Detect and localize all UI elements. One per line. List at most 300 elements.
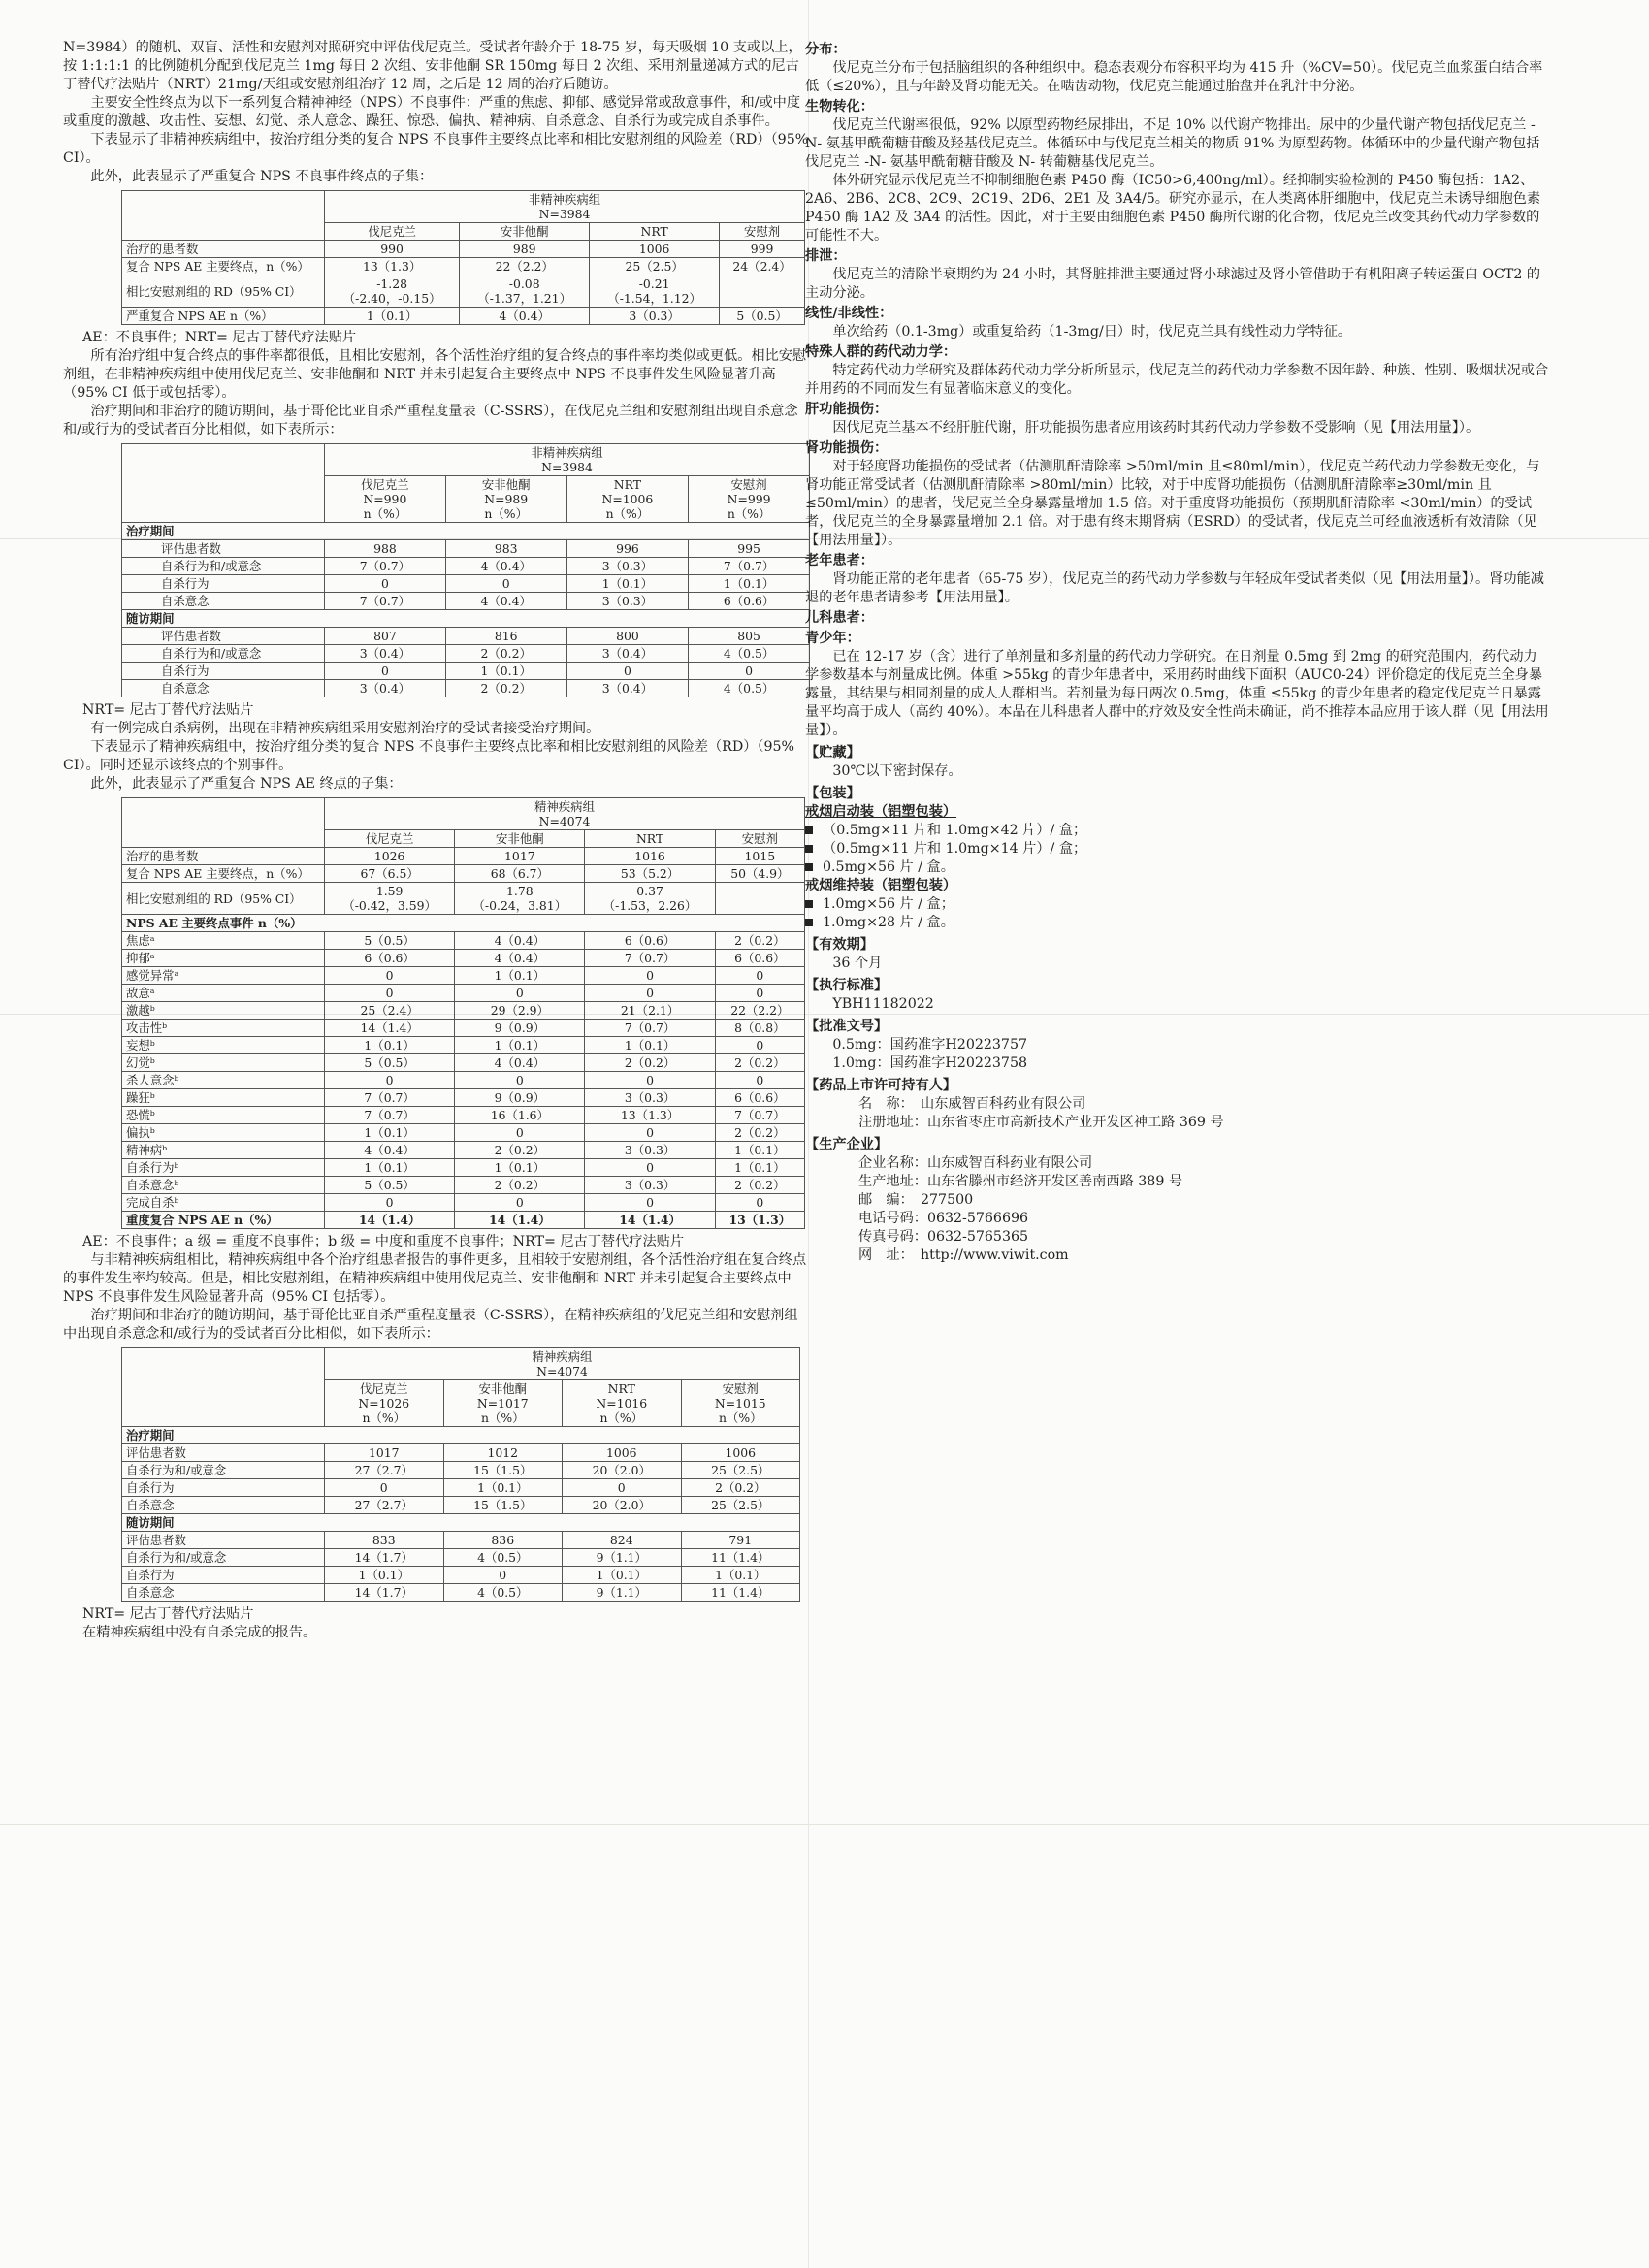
starter-pack-title: 戒烟启动装（铝塑包装） bbox=[805, 804, 957, 820]
cell: 0 bbox=[585, 1194, 715, 1212]
cell: 16（1.6） bbox=[455, 1107, 585, 1124]
table-row bbox=[122, 663, 810, 680]
footnote: NRT= 尼古丁替代疗法贴片 bbox=[82, 1606, 254, 1622]
cell: 0 bbox=[715, 967, 804, 985]
cell: 8（0.8） bbox=[715, 1020, 804, 1037]
corner-cell bbox=[122, 444, 325, 523]
row-label: 恐慌ᵇ bbox=[122, 1107, 325, 1124]
cell: 67（6.5） bbox=[325, 865, 455, 883]
cell: 807 bbox=[325, 628, 446, 645]
cell: 3（0.3） bbox=[590, 308, 720, 325]
cell: 68（6.7） bbox=[455, 865, 585, 883]
cell: 1（0.1） bbox=[715, 1142, 804, 1159]
row-label: 自杀行为 bbox=[122, 1479, 325, 1497]
cell: 0 bbox=[455, 1124, 585, 1142]
cell: 983 bbox=[445, 540, 566, 558]
cell: 9（0.9） bbox=[455, 1089, 585, 1107]
cell: 1026 bbox=[325, 848, 455, 865]
paragraph: 有一例完成自杀病例，出现在非精神疾病组采用安慰剂治疗的受试者接受治疗期间。 bbox=[90, 721, 600, 736]
table-row bbox=[122, 645, 810, 663]
col-header: 安慰剂 N=1015 n（%） bbox=[681, 1380, 800, 1427]
cell: 4（0.4） bbox=[325, 1142, 455, 1159]
cell: 4（0.4） bbox=[460, 308, 590, 325]
cell: 0 bbox=[325, 1479, 444, 1497]
validity-text: 36 个月 bbox=[832, 956, 883, 971]
cell: 11（1.4） bbox=[681, 1584, 800, 1602]
cell: 1006 bbox=[681, 1444, 800, 1462]
intro-paragraph: 主要安全性终点为以下一系列复合精神神经（NPS）不良事件：严重的焦虑、抑郁、感觉异常或敌意事件，和/或中度或重度的激越、攻击性、妄想、幻觉、杀人意念、躁狂、惊恐、偏执、精神病、自杀意念、自杀行为或完成自杀事件。 bbox=[63, 95, 801, 129]
footnote: AE：不良事件；NRT= 尼古丁替代疗法贴片 bbox=[82, 330, 357, 345]
right-column bbox=[805, 39, 1550, 1265]
cell: 1006 bbox=[590, 241, 720, 258]
row-label: 评估患者数 bbox=[122, 1532, 325, 1549]
footnote: AE：不良事件；a 级 = 重度不良事件；b 级 = 中度和重度不良事件；NRT= 尼古丁替代疗法贴片 bbox=[82, 1234, 685, 1249]
cell: 3（0.3） bbox=[585, 1089, 715, 1107]
heading-excretion: 排泄： bbox=[805, 248, 847, 264]
corner-cell bbox=[122, 191, 325, 241]
cell: 15（1.5） bbox=[443, 1497, 563, 1514]
cell: 14（1.4） bbox=[585, 1212, 715, 1229]
footnote: NRT= 尼古丁替代疗法贴片 bbox=[82, 702, 254, 718]
col-header: 伐尼克兰 bbox=[325, 830, 455, 848]
paragraph: 伐尼克兰分布于包括脑组织的各种组织中。稳态表观分布容积平均为 415 升（%CV=50）。伐尼克兰血浆蛋白结合率低（≤20%），且与年龄及肾功能无关。在啮齿动物，伐尼克兰能通过胎盘并在乳汁中分泌。 bbox=[805, 60, 1543, 94]
cell: 50（4.9） bbox=[715, 865, 804, 883]
cell: 800 bbox=[566, 628, 689, 645]
group-header: 精神疾病组 N=4074 bbox=[325, 1348, 800, 1380]
section-row: 随访期间 bbox=[122, 610, 810, 628]
cell: 4（0.5） bbox=[443, 1584, 563, 1602]
cell: 2（0.2） bbox=[681, 1479, 800, 1497]
cell: 0 bbox=[689, 663, 810, 680]
table-row bbox=[122, 1002, 805, 1020]
cell: 1015 bbox=[715, 848, 804, 865]
cell: 9（1.1） bbox=[563, 1549, 682, 1567]
row-label: 评估患者数 bbox=[122, 540, 325, 558]
cell: 25（2.5） bbox=[590, 258, 720, 275]
row-label: 幻觉ᵇ bbox=[122, 1054, 325, 1072]
maker-line: 网 址： http://www.viwit.com bbox=[858, 1247, 1069, 1263]
cell: 21（2.1） bbox=[585, 1002, 715, 1020]
row-label: 严重复合 NPS AE n（%） bbox=[122, 308, 325, 325]
row-label: 自杀行为 bbox=[122, 575, 325, 593]
bullet-square-icon bbox=[805, 863, 813, 871]
bullet-square-icon bbox=[805, 826, 813, 834]
pack-item: 1.0mg×28 片 / 盒。 bbox=[805, 914, 1550, 932]
cell: 0 bbox=[325, 967, 455, 985]
row-label: 治疗的患者数 bbox=[122, 848, 325, 865]
heading-approval: 【批准文号】 bbox=[805, 1019, 889, 1034]
cell: 5（0.5） bbox=[720, 308, 805, 325]
cell: 0 bbox=[325, 1072, 455, 1089]
group-header: 精神疾病组 N=4074 bbox=[325, 798, 805, 830]
cell: 2（0.2） bbox=[445, 645, 566, 663]
paragraph: 特定药代动力学研究及群体药代动力学分析所显示，伐尼克兰的药代动力学参数不因年龄、种族、性别、吸烟状况或合并用药的不同而发生有显著临床意义的变化。 bbox=[805, 363, 1549, 397]
table-row bbox=[122, 950, 805, 967]
cell: 1（0.1） bbox=[445, 663, 566, 680]
cell: 4（0.4） bbox=[445, 558, 566, 575]
table-row bbox=[122, 1107, 805, 1124]
cell bbox=[720, 275, 805, 308]
table-row bbox=[122, 1479, 800, 1497]
cell: 1（0.1） bbox=[566, 575, 689, 593]
cell: 1（0.1） bbox=[455, 1037, 585, 1054]
cell bbox=[715, 883, 804, 915]
cell: 1（0.1） bbox=[455, 1159, 585, 1177]
cell: 6（0.6） bbox=[325, 950, 455, 967]
table-row bbox=[122, 1497, 800, 1514]
row-label: 攻击性ᵇ bbox=[122, 1020, 325, 1037]
heading-holder: 【药品上市许可持有人】 bbox=[805, 1078, 957, 1093]
maker-line: 邮 编： 277500 bbox=[858, 1192, 974, 1208]
table-row bbox=[122, 1159, 805, 1177]
section-row: 治疗期间 bbox=[122, 523, 810, 540]
cell: 0 bbox=[715, 985, 804, 1002]
table-row bbox=[122, 1037, 805, 1054]
heading-distribution: 分布： bbox=[805, 42, 847, 57]
cell: 14（1.7） bbox=[325, 1584, 444, 1602]
cell: 7（0.7） bbox=[585, 1020, 715, 1037]
cell: 2（0.2） bbox=[585, 1054, 715, 1072]
approval-text: 0.5mg：国药准字H20223757 bbox=[832, 1037, 1028, 1053]
cell: 4（0.5） bbox=[689, 680, 810, 697]
cell: 2（0.2） bbox=[455, 1177, 585, 1194]
row-label: 相比安慰剂组的 RD（95% CI） bbox=[122, 275, 325, 308]
table-row bbox=[122, 1089, 805, 1107]
cell: 1（0.1） bbox=[681, 1567, 800, 1584]
table-row bbox=[122, 1124, 805, 1142]
cell: 999 bbox=[720, 241, 805, 258]
table-row bbox=[122, 558, 810, 575]
table-row bbox=[122, 865, 805, 883]
row-label: 杀人意念ᵇ bbox=[122, 1072, 325, 1089]
row-label: 躁狂ᵇ bbox=[122, 1089, 325, 1107]
cell: 2（0.2） bbox=[455, 1142, 585, 1159]
cell: 0 bbox=[715, 1037, 804, 1054]
nonpsych-nps-table bbox=[121, 190, 805, 325]
cell: 0 bbox=[566, 663, 689, 680]
cell: 3（0.3） bbox=[585, 1177, 715, 1194]
table-row bbox=[122, 628, 810, 645]
cell: 1（0.1） bbox=[455, 967, 585, 985]
heading-linearity: 线性/非线性： bbox=[805, 306, 893, 321]
cell: 0 bbox=[585, 1072, 715, 1089]
cell: 0 bbox=[455, 985, 585, 1002]
table-row bbox=[122, 680, 810, 697]
heading-special-populations: 特殊人群的药代动力学： bbox=[805, 344, 957, 360]
paragraph: 已在 12-17 岁（含）进行了单剂量和多剂量的药代动力学研究。在日剂量 0.5mg 到 2mg 的研究范围内，药代动力学参数基本与剂量成比例。体重 >55kg 的青少年患者中，采用药时曲线下面积（AUC0-24）评价稳定的伐尼克兰全身暴露量，其结果与相同剂量的成人人群相当。若剂量为每日两次 0.5mg，体重 ≤55kg 的青少年患者的稳定伐尼克兰日暴露量平均高于成人（高约 40%）。本品在儿科患者人群中的疗效及安全性尚未确证，尚不推荐本品应用于该人群（见【用法用量】）。 bbox=[805, 649, 1549, 738]
bullet-square-icon bbox=[805, 919, 813, 926]
cell: 1（0.1） bbox=[325, 1124, 455, 1142]
cell: 3（0.3） bbox=[566, 593, 689, 610]
cell: 1（0.1） bbox=[325, 1159, 455, 1177]
table-row bbox=[122, 258, 805, 275]
cell: 0 bbox=[445, 575, 566, 593]
cell: 20（2.0） bbox=[563, 1497, 682, 1514]
cell: 1006 bbox=[563, 1444, 682, 1462]
cell: 5（0.5） bbox=[325, 932, 455, 950]
cell: 4（0.5） bbox=[689, 645, 810, 663]
cell: 836 bbox=[443, 1532, 563, 1549]
cell: 1017 bbox=[455, 848, 585, 865]
cell: 3（0.4） bbox=[325, 680, 446, 697]
table-row bbox=[122, 1444, 800, 1462]
cell: 3（0.4） bbox=[566, 680, 689, 697]
table-row bbox=[122, 1142, 805, 1159]
table-row bbox=[122, 967, 805, 985]
col-header: NRT N=1006 n（%） bbox=[566, 476, 689, 523]
col-header: 安慰剂 bbox=[715, 830, 804, 848]
cell: 1（0.1） bbox=[443, 1479, 563, 1497]
table-row bbox=[122, 1177, 805, 1194]
paragraph: 对于轻度肾功能损伤的受试者（估测肌酐清除率 >50ml/min 且≤80ml/min），伐尼克兰药代动力学参数无变化，与肾功能正常受试者（估测肌酐清除率 >80ml/min）比较，对于中度肾功能损伤（估测肌酐清除率≥30ml/min 且≤50ml/min）的患者，伐尼克兰全身暴露量增加 1.5 倍。对于重度肾功能损伤（预期肌酐清除率 <30ml/min）的受试者，伐尼克兰的全身暴露量增加 2.1 倍。对于患有终末期肾病（ESRD）的受试者，伐尼克兰可经血液透析有效清除（见【用法用量】）。 bbox=[805, 459, 1540, 548]
cell: 4（0.4） bbox=[445, 593, 566, 610]
table-row bbox=[122, 308, 805, 325]
cell: 0 bbox=[455, 1194, 585, 1212]
heading-renal: 肾功能损伤： bbox=[805, 440, 889, 456]
cell: 1.59 （-0.42，3.59） bbox=[325, 883, 455, 915]
intro-paragraph: 下表显示了非精神疾病组中，按治疗组分类的复合 NPS 不良事件主要终点比率和相比安慰剂组的风险差（RD）（95% CI）。 bbox=[63, 132, 809, 166]
group-header: 非精神疾病组 N=3984 bbox=[325, 191, 805, 223]
cell: 1（0.1） bbox=[585, 1037, 715, 1054]
paragraph: 伐尼克兰代谢率很低，92% 以原型药物经尿排出，不足 10% 以代谢产物排出。尿中的少量代谢产物包括伐尼克兰 -N- 氨基甲酰葡糖苷酸及羟基伐尼克兰。体循环中与伐尼克兰相关的物质 91% 为原型药物。体循环中的少量代谢产物包括伐尼克兰 -N- 氨基甲酰葡糖苷酸及 N- 转葡糖基伐尼克兰。 bbox=[805, 117, 1540, 170]
cell: 996 bbox=[566, 540, 689, 558]
corner-cell bbox=[122, 798, 325, 848]
paragraph: 此外，此表显示了严重复合 NPS AE 终点的子集： bbox=[90, 776, 403, 792]
table-row bbox=[122, 1020, 805, 1037]
cell: 824 bbox=[563, 1532, 682, 1549]
col-header: 安非他酮 N=1017 n（%） bbox=[443, 1380, 563, 1427]
cell: 22（2.2） bbox=[460, 258, 590, 275]
heading-manufacturer: 【生产企业】 bbox=[805, 1137, 889, 1152]
cell: 2（0.2） bbox=[715, 1177, 804, 1194]
cell: 14（1.7） bbox=[325, 1549, 444, 1567]
table-row bbox=[122, 1054, 805, 1072]
cell: 4（0.5） bbox=[443, 1549, 563, 1567]
maker-line: 电话号码：0632-5766696 bbox=[858, 1211, 1029, 1226]
cell: 13（1.3） bbox=[585, 1107, 715, 1124]
cell: 1（0.1） bbox=[689, 575, 810, 593]
cell: 2（0.2） bbox=[715, 1124, 804, 1142]
row-label: 评估患者数 bbox=[122, 1444, 325, 1462]
website-link[interactable]: http://www.viwit.com bbox=[921, 1247, 1069, 1263]
col-header: NRT N=1016 n（%） bbox=[563, 1380, 682, 1427]
cell: 3（0.3） bbox=[585, 1142, 715, 1159]
cell: 1016 bbox=[585, 848, 715, 865]
cell: 11（1.4） bbox=[681, 1549, 800, 1567]
cell: 7（0.7） bbox=[689, 558, 810, 575]
row-label: 自杀意念 bbox=[122, 680, 325, 697]
cell: 14（1.4） bbox=[325, 1020, 455, 1037]
cell: 805 bbox=[689, 628, 810, 645]
heading-storage: 【贮藏】 bbox=[805, 745, 860, 761]
cell: 22（2.2） bbox=[715, 1002, 804, 1020]
row-label: 妄想ᵇ bbox=[122, 1037, 325, 1054]
storage-text: 30℃以下密封保存。 bbox=[832, 763, 962, 779]
psych-nps-table bbox=[121, 797, 805, 1229]
cell: -0.21 （-1.54，1.12） bbox=[590, 275, 720, 308]
cell: 1（0.1） bbox=[325, 308, 460, 325]
col-header: 安非他酮 bbox=[460, 223, 590, 241]
row-label: 自杀行为和/或意念 bbox=[122, 1462, 325, 1479]
table-row bbox=[122, 1194, 805, 1212]
cell: 2（0.2） bbox=[445, 680, 566, 697]
heading-biotransformation: 生物转化： bbox=[805, 99, 874, 114]
maintenance-pack-title: 戒烟维持装（铝塑包装） bbox=[805, 878, 957, 893]
row-label: 偏执ᵇ bbox=[122, 1124, 325, 1142]
pack-item: 1.0mg×56 片 / 盒； bbox=[805, 895, 1550, 914]
table-row bbox=[122, 1462, 800, 1479]
cell: 25（2.5） bbox=[681, 1462, 800, 1479]
paragraph: 伐尼克兰的清除半衰期约为 24 小时，其肾脏排泄主要通过肾小球滤过及肾小管借助于有机阳离子转运蛋白 OCT2 的主动分泌。 bbox=[805, 267, 1541, 301]
table-row bbox=[122, 1072, 805, 1089]
row-label: 焦虑ᵃ bbox=[122, 932, 325, 950]
row-label: 自杀意念 bbox=[122, 1497, 325, 1514]
cell: 13（1.3） bbox=[715, 1212, 804, 1229]
cell: 6（0.6） bbox=[689, 593, 810, 610]
row-label: 自杀行为 bbox=[122, 663, 325, 680]
holder-line: 名 称： 山东威智百科药业有限公司 bbox=[858, 1096, 1086, 1112]
holder-line: 注册地址：山东省枣庄市高新技术产业开发区神工路 369 号 bbox=[858, 1115, 1224, 1130]
cell: 0 bbox=[715, 1194, 804, 1212]
heading-standard: 【执行标准】 bbox=[805, 978, 889, 993]
table-row bbox=[122, 848, 805, 865]
cell: 1（0.1） bbox=[715, 1159, 804, 1177]
row-label: 感觉异常ᵃ bbox=[122, 967, 325, 985]
cell: 1.78 （-0.24，3.81） bbox=[455, 883, 585, 915]
col-header: 安非他酮 N=989 n（%） bbox=[445, 476, 566, 523]
cell: 25（2.5） bbox=[681, 1497, 800, 1514]
heading-pediatric: 儿科患者： bbox=[805, 610, 874, 626]
row-label: 重度复合 NPS AE n（%） bbox=[122, 1212, 325, 1229]
left-column bbox=[63, 39, 810, 1642]
psych-cssrs-table bbox=[121, 1347, 800, 1602]
row-label: 自杀行为和/或意念 bbox=[122, 645, 325, 663]
cell: 25（2.4） bbox=[325, 1002, 455, 1020]
section-row: NPS AE 主要终点事件 n（%） bbox=[122, 915, 805, 932]
section-row: 治疗期间 bbox=[122, 1427, 800, 1444]
table-row bbox=[122, 593, 810, 610]
row-label: 自杀意念 bbox=[122, 1584, 325, 1602]
paragraph: 治疗期间和非治疗的随访期间，基于哥伦比亚自杀严重程度量表（C-SSRS），在伐尼克兰组和安慰剂组出现自杀意念和/或行为的受试者百分比相似，如下表所示： bbox=[63, 404, 798, 437]
cell: 27（2.7） bbox=[325, 1497, 444, 1514]
cell: 1012 bbox=[443, 1444, 563, 1462]
cell: 14（1.4） bbox=[455, 1212, 585, 1229]
cell: 13（1.3） bbox=[325, 258, 460, 275]
col-header: 伐尼克兰 N=990 n（%） bbox=[325, 476, 446, 523]
cell: 14（1.4） bbox=[325, 1212, 455, 1229]
heading-validity: 【有效期】 bbox=[805, 937, 874, 953]
cell: 0.37 （-1.53，2.26） bbox=[585, 883, 715, 915]
col-header: 安非他酮 bbox=[455, 830, 585, 848]
cell: 3（0.3） bbox=[566, 558, 689, 575]
cell: 9（0.9） bbox=[455, 1020, 585, 1037]
row-label: 复合 NPS AE 主要终点，n（%） bbox=[122, 865, 325, 883]
col-header: NRT bbox=[585, 830, 715, 848]
cell: 29（2.9） bbox=[455, 1002, 585, 1020]
cell: 5（0.5） bbox=[325, 1054, 455, 1072]
cell: 4（0.4） bbox=[455, 1054, 585, 1072]
table-row bbox=[122, 540, 810, 558]
col-header: 伐尼克兰 N=1026 n（%） bbox=[325, 1380, 444, 1427]
standard-text: YBH11182022 bbox=[832, 996, 934, 1012]
cell: 0 bbox=[455, 1072, 585, 1089]
table-row bbox=[122, 275, 805, 308]
cell: 1（0.1） bbox=[325, 1567, 444, 1584]
row-label: 精神病ᵇ bbox=[122, 1142, 325, 1159]
cell: 0 bbox=[585, 1124, 715, 1142]
cell: 0 bbox=[563, 1479, 682, 1497]
maker-line: 企业名称：山东威智百科药业有限公司 bbox=[858, 1155, 1093, 1171]
cell: 3（0.4） bbox=[566, 645, 689, 663]
col-header: 安慰剂 bbox=[720, 223, 805, 241]
cell: 20（2.0） bbox=[563, 1462, 682, 1479]
cell: 7（0.7） bbox=[325, 593, 446, 610]
cell: 791 bbox=[681, 1532, 800, 1549]
fold-line bbox=[0, 1824, 1649, 1825]
cell: 7（0.7） bbox=[585, 950, 715, 967]
cell: 7（0.7） bbox=[325, 558, 446, 575]
row-label: 自杀行为和/或意念 bbox=[122, 1549, 325, 1567]
table-row bbox=[122, 883, 805, 915]
cell: 6（0.6） bbox=[715, 1089, 804, 1107]
heading-adolescent: 青少年： bbox=[805, 631, 860, 646]
cell: 6（0.6） bbox=[715, 950, 804, 967]
col-header: 安慰剂 N=999 n（%） bbox=[689, 476, 810, 523]
cell: 6（0.6） bbox=[585, 932, 715, 950]
table-row bbox=[122, 932, 805, 950]
cell: 15（1.5） bbox=[443, 1462, 563, 1479]
corner-cell bbox=[122, 1348, 325, 1427]
cell: 988 bbox=[325, 540, 446, 558]
row-label: 自杀行为和/或意念 bbox=[122, 558, 325, 575]
bullet-square-icon bbox=[805, 900, 813, 908]
row-label: 抑郁ᵃ bbox=[122, 950, 325, 967]
table-row bbox=[122, 985, 805, 1002]
table-row bbox=[122, 575, 810, 593]
paragraph: 所有治疗组中复合终点的事件率都很低，且相比安慰剂，各个活性治疗组的复合终点的事件率均类似或更低。相比安慰剂组，在非精神疾病组中使用伐尼克兰、安非他酮和 NRT 并未引起复合主要终点中 NPS 不良事件发生风险显著升高（95% CI 低于或包括零）。 bbox=[63, 348, 807, 401]
heading-hepatic: 肝功能损伤： bbox=[805, 402, 889, 417]
heading-package: 【包装】 bbox=[805, 786, 860, 801]
cell: 4（0.4） bbox=[455, 950, 585, 967]
table-row bbox=[122, 1532, 800, 1549]
cell: 2（0.2） bbox=[715, 932, 804, 950]
pack-item: （0.5mg×11 片和 1.0mg×14 片）/ 盒； bbox=[805, 840, 1550, 859]
cell: 24（2.4） bbox=[720, 258, 805, 275]
intro-paragraph: N=3984）的随机、双盲、活性和安慰剂对照研究中评估伐尼克兰。受试者年龄介于 18-75 岁，每天吸烟 10 支或以上，按 1:1:1:1 的比例随机分配到伐尼克兰 1mg 每日 2 次组、安非他酮 SR 150mg 每日 2 次组、采用剂量递减方式的尼古丁替代疗法贴片（NRT）21mg/天组或安慰剂组治疗 12 周，之后是 12 周的治疗后随访。 bbox=[63, 40, 802, 92]
row-label: 敌意ᵃ bbox=[122, 985, 325, 1002]
cell: 7（0.7） bbox=[325, 1107, 455, 1124]
cell: 4（0.4） bbox=[455, 932, 585, 950]
cell: 1（0.1） bbox=[563, 1567, 682, 1584]
row-label: 治疗的患者数 bbox=[122, 241, 325, 258]
nonpsych-cssrs-table bbox=[121, 443, 810, 697]
cell: 2（0.2） bbox=[715, 1054, 804, 1072]
paragraph: 肾功能正常的老年患者（65-75 岁），伐尼克兰的药代动力学参数与年轻成年受试者类似（见【用法用量】）。肾功能减退的老年患者请参考【用法用量】。 bbox=[805, 571, 1544, 605]
pack-item: （0.5mg×11 片和 1.0mg×42 片）/ 盒； bbox=[805, 822, 1550, 840]
row-label: 自杀意念 bbox=[122, 593, 325, 610]
paragraph: 下表显示了精神疾病组中，按治疗组分类的复合 NPS 不良事件主要终点比率和相比安慰剂组的风险差（RD）（95% CI）。同时还显示该终点的个别事件。 bbox=[63, 739, 795, 773]
cell: 53（5.2） bbox=[585, 865, 715, 883]
cell: 833 bbox=[325, 1532, 444, 1549]
cell: 0 bbox=[585, 967, 715, 985]
cell: 0 bbox=[325, 663, 446, 680]
cell: 0 bbox=[325, 575, 446, 593]
col-header: NRT bbox=[590, 223, 720, 241]
row-label: 评估患者数 bbox=[122, 628, 325, 645]
cell: 995 bbox=[689, 540, 810, 558]
cell: 0 bbox=[325, 985, 455, 1002]
col-header: 伐尼克兰 bbox=[325, 223, 460, 241]
